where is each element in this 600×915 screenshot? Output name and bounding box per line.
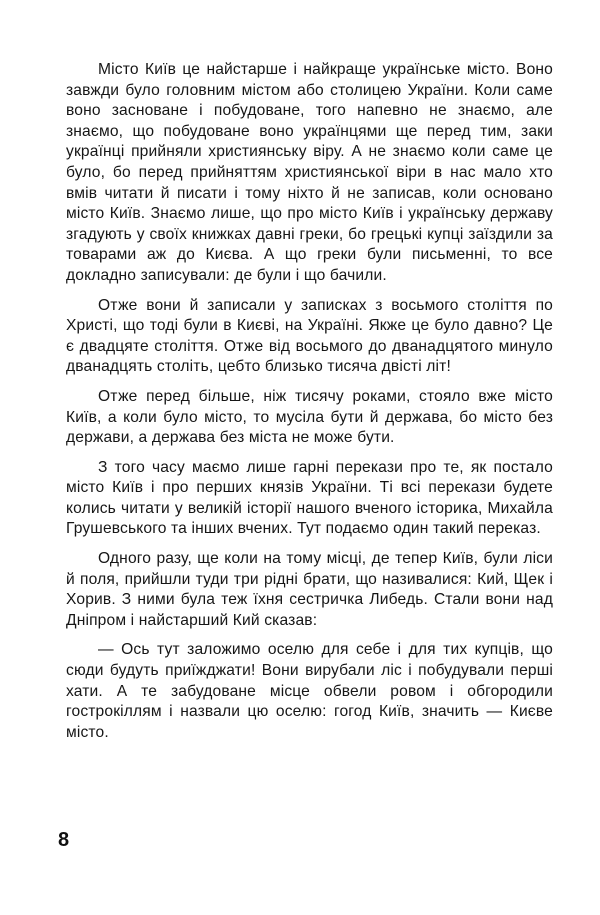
page-body <box>66 60 553 752</box>
paragraph-4: З того часу маємо лише гарні перекази про те, як постало місто Київ і про перших князів України. Ті всі перекази будете колись читати у великій історії нашого вченого історика, Михайла Грушевського та інших вчених. Тут подаємо один такий переказ. <box>66 458 553 538</box>
paragraph-5: Одного разу, ще коли на тому місці, де тепер Київ, були ліси й поля, прийшли туди три рідні брати, що називалися: Кий, Щек і Хорив. З ними була теж їхня сестричка Либедь. Стали вони над Дніпром і найстарший Кий сказав: <box>66 550 553 629</box>
paragraph-3: Отже перед більше, ніж тисячу роками, стояло вже місто Київ, а коли було місто, то мусіла бути й держава, бо місто без держави, а держава без міста не може бути. <box>66 387 553 447</box>
paragraph-1: Місто Київ це найстарше і найкраще українське місто. Воно завжди було головним містом або столицею України. Коли саме воно засноване і побудоване, того напевно не знаємо, але знаємо, що побудоване воно українцями ще перед тим, заки українці прийняли християнську віру. А не знаємо коли саме це було, бо перед прийняттям християнської віри в нас мало хто вмів читати й писати і тому ніхто й не записав, коли основано місто Київ. Знаємо лише, що про місто Київ і українську державу згадують у своїх книжках давні греки, бо грецькі купці заїздили за товарами аж до Києва. А що греки були письменні, то все докладно записували: де були і що бачили. <box>66 61 553 284</box>
page-number: 8 <box>58 829 70 851</box>
paragraph-6: — Ось тут заложимо оселю для себе і для тих купців, що сюди будуть приїжджати! Вони вирубали ліс і побудували перші хати. А те забудоване місце обвели ровом і обгородили гострокіллям і назвали цю оселю: гогод Київ, значить — Києве місто. <box>66 641 553 741</box>
paragraph-2: Отже вони й записали у записках з восьмого століття по Христі, що тоді були в Києві, на Україні. Якже це було давно? Це є двадцяте століття. Отже від восьмого до дванадцятого минуло дванадцять століть, цебто близько тисяча двісті літ! <box>66 296 553 376</box>
